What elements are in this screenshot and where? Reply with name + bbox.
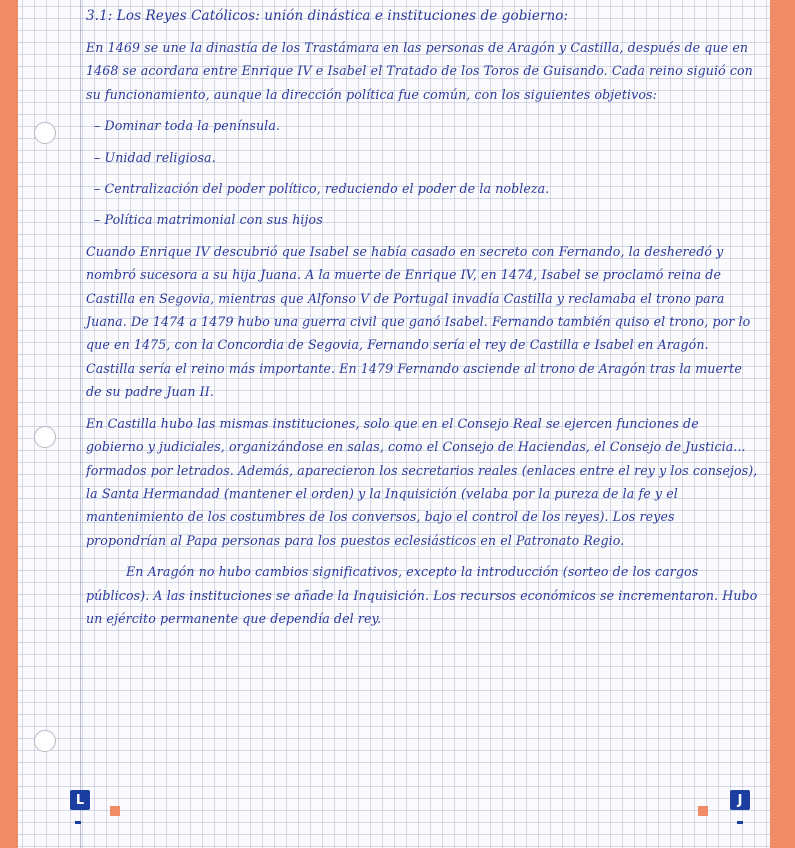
- paragraph-2: Cuando Enrique IV descubrió que Isabel se había casado en secreto con Fernando, la desheredó y nombró sucesora a su hija Juana. A la muerte de Enrique IV, en 1474, Isabel se proclamó reina de Castilla en Segovia, mientras que Alfonso V de Portugal invadía Castilla y reclamaba el trono para Juana. De 1474 a 1479 hubo una guerra civil que ganó Isabel. Fernando también quiso el trono, por lo que en 1475, con la Concordia de Segovia, Fernando sería el rey de Castilla e Isabel en Aragón. Castilla sería el reino más importante. En 1479 Fernando asciende al trono de Aragón tras la muerte de su padre Juan II.: [86, 243, 751, 400]
- orange-square-left: [110, 806, 120, 816]
- section-title: [86, 4, 758, 28]
- bullet-3: – Centralización del poder político, reduciendo el poder de la nobleza.: [94, 181, 550, 197]
- paragraph-1: En 1469 se une la dinastía de los Trastámara en las personas de Aragón y Castilla, después de que en 1468 se acordara entre Enrique IV e Isabel el Tratado de los Toros de Guisando. Cada reino siguió con su funcionamiento, aunque la dirección política fue común, con los siguientes objetivos:: [86, 40, 753, 102]
- binder-hole-top: [34, 122, 56, 144]
- paragraph-3: En Castilla hubo las mismas instituciones, solo que en el Consejo Real se ejercen funciones de gobierno y judiciales, organizándose en salas, como el Consejo de Haciendas, el Consejo de Justicia... formados por letrados. Además, aparecieron los secretarios reales (enlaces entre el rey y los consejos), la Santa Hermandad (mantener el orden) y la Inquisición (velaba por la pureza de la fe y el mantenimiento de los costumbres de los conversos, bajo el control de los reyes). Los reyes propondrían al Papa personas para los puestos eclesiásticos en el Patronato Regio.: [86, 415, 758, 548]
- title-text: 3.1: Los Reyes Católicos: unión dinástica e instituciones de gobierno:: [86, 8, 569, 24]
- binder-hole-middle: [34, 426, 56, 448]
- bullet-4: – Política matrimonial con sus hijos: [94, 212, 323, 228]
- margin-line: [80, 0, 81, 848]
- handwritten-notes: [86, 4, 758, 638]
- orange-square-right: [698, 806, 708, 816]
- paragraph-4: En Aragón no hubo cambios significativos, excepto la introducción (sorteo de los cargos públicos). A las instituciones se añade la Inquisición. Los recursos económicos se incrementaron. Hubo un ejército permanente que dependía del rey.: [86, 564, 758, 626]
- bullet-1: – Dominar toda la península.: [94, 118, 281, 134]
- bullet-2: – Unidad religiosa.: [94, 149, 216, 165]
- notebook-page: [18, 0, 770, 848]
- corner-mark-right-icon: J: [730, 790, 750, 810]
- binder-hole-bottom: [34, 730, 56, 752]
- corner-mark-left-icon: L: [70, 790, 90, 810]
- tick-left: [75, 821, 81, 824]
- tick-right: [737, 821, 743, 824]
